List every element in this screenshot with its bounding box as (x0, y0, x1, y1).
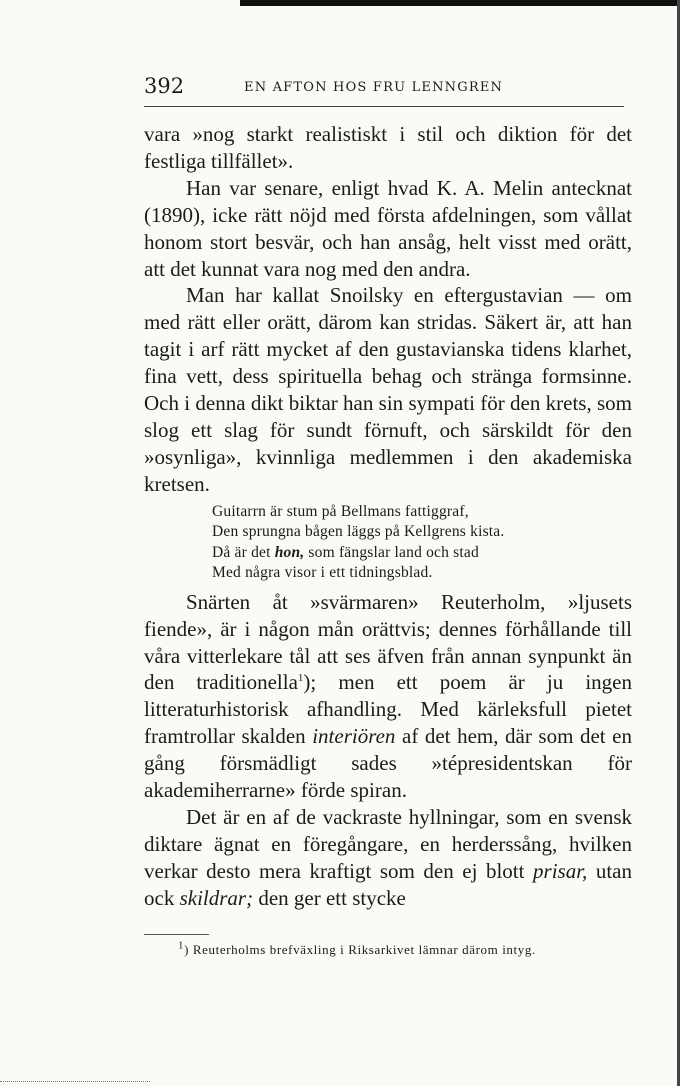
poem-line-1: Guitarrn är stum på Bellmans fattiggraf, (212, 502, 469, 520)
paragraph-2: Han var senare, enligt hvad K. A. Melin antecknat (1890), icke rätt nöjd med första afdelningen, som vållat honom stort besvär, och han ansåg, helt visst med orätt, att det kunnat vara nog med den andra. (144, 175, 632, 281)
page-number: 392 (144, 74, 185, 98)
paragraph-5: Det är en af de vackraste hyllningar, som en svensk diktare ägnat en föregångare, en herderssång, hvilken verkar desto mera kraftigt som den ej blott prisar, utan ock skildrar; den ger ett stycke (144, 804, 632, 910)
footnote-ref[interactable]: 1 (297, 672, 304, 685)
poem-line-3: Då är det hon, som fängslar land och stad (212, 543, 479, 561)
emphasis-skildrar: skildrar; (179, 885, 254, 910)
emphasis-prisar: prisar, (533, 858, 588, 883)
paragraph-4: Snärten åt »svärmaren» Reuterholm, »ljusets fiende», är i någon mån orättvis; dennes förhållande till våra vitterlekare tål att ses äfven från annan synpunkt än den traditionella$^1$); men ett poem är ju ingen litteraturhistorisk afhandling. Med kärleksfull pietet framtrollar skalden interiören af det hem, där som det en gång försmädligt sades »tépresidentskan för akademiherrarne» förde spiran. (144, 589, 632, 803)
body-text (144, 121, 632, 912)
emphasis-interioren: interiören (312, 724, 396, 749)
running-head: EN AFTON HOS FRU LENNGREN (244, 80, 504, 95)
poem-quote (212, 502, 632, 584)
poem-line-4: Med några visor i ett tidningsblad. (212, 564, 433, 582)
footnote-rule (144, 934, 209, 935)
page-header (144, 72, 624, 107)
footnote (178, 939, 536, 958)
paragraph-1: vara »nog starkt realistiskt i stil och diktion för det festliga tillfället». (144, 122, 632, 173)
poem-line-2: Den sprungna bågen läggs på Kellgrens kista. (212, 523, 505, 541)
footnote-text: ) Reuterholms brefväxling i Riksarkivet lämnar därom intyg. (184, 942, 536, 957)
footnote-marker: 1 (178, 939, 185, 952)
paragraph-3: Man har kallat Snoilsky en eftergustavian — om med rätt eller orätt, därom kan stridas. Säkert är, att han tagit i arf rätt mycket af den gustavianska tidens klarhet, fina vett, dess spirituella behag och stränga formsinne. Och i denna dikt biktar han sin sympati för den krets, som slog ett slag för sundt förnuft, och särskildt för den »osynliga», kvinnliga medlemmen i den akademiska kretsen. (144, 283, 632, 496)
